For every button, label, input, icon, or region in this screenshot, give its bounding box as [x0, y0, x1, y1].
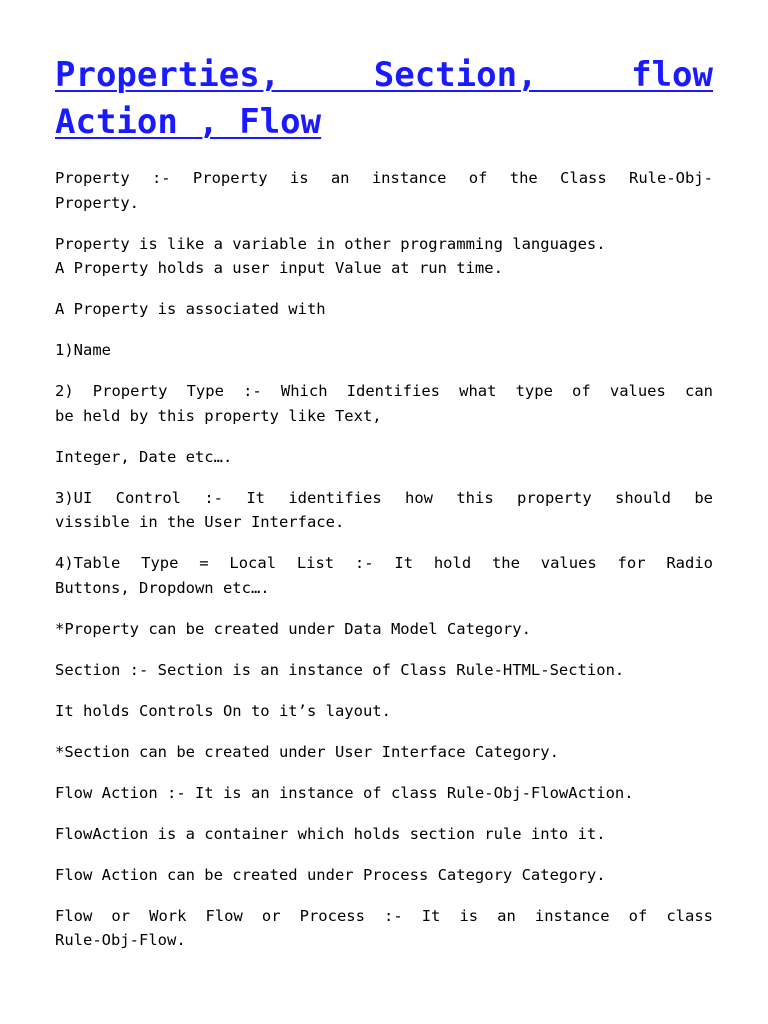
page-title [55, 52, 713, 146]
text-line: Property is like a variable in other programming languages. [55, 234, 606, 253]
text-line: Property :- Property is an instance of the Class Rule-Obj- [55, 169, 713, 187]
paragraph-section-definition [55, 658, 713, 683]
list-item-table-type [55, 551, 713, 600]
page-title-line-1: Properties, Section, flow [55, 55, 713, 95]
text-line: A Property holds a user input Value at run time. [55, 259, 503, 277]
document-body [55, 166, 713, 953]
text-line: *Property can be created under Data Model Category. [55, 619, 531, 638]
text-line: vissible in the User Interface. [55, 513, 345, 531]
paragraph-flow-action-category [55, 863, 713, 888]
text-line: Property. [55, 193, 139, 212]
paragraph-property-category [55, 617, 713, 642]
text-line: Integer, Date etc…. [55, 447, 233, 466]
list-item-ui-control [55, 486, 713, 535]
paragraph-section-holds [55, 699, 713, 724]
text-line: Flow Action :- It is an instance of class Rule-Obj-FlowAction. [55, 783, 634, 802]
text-line: 3)UI Control :- It identifies how this property should be [55, 488, 713, 507]
text-line: *Section can be created under User Interface Category. [55, 742, 559, 761]
paragraph-property-associated [55, 297, 713, 322]
paragraph-flow-definition [55, 904, 713, 953]
list-item-name [55, 338, 713, 363]
text-line: be held by this property like Text, [55, 406, 382, 425]
list-item-property-type [55, 379, 713, 428]
text-line: Rule-Obj-Flow. [55, 931, 186, 949]
text-line: Section :- Section is an instance of Class Rule-HTML-Section. [55, 660, 625, 679]
text-line: 2) Property Type :- Which Identifies what type of values can [55, 382, 713, 400]
text-line: It holds Controls On to it’s layout. [55, 701, 391, 720]
text-line: Buttons, Dropdown etc…. [55, 578, 270, 597]
paragraph-flow-action-definition [55, 781, 713, 806]
paragraph-section-category [55, 740, 713, 765]
text-line: 1)Name [55, 341, 111, 359]
paragraph-flow-action-container [55, 822, 713, 847]
paragraph-property-definition [55, 166, 713, 215]
text-line: FlowAction is a container which holds section rule into it. [55, 824, 606, 843]
text-line: Flow Action can be created under Process Category Category. [55, 865, 606, 884]
paragraph-property-variable [55, 232, 713, 281]
text-line: Flow or Work Flow or Process :- It is an instance of class [55, 906, 713, 925]
text-line: A Property is associated with [55, 300, 326, 318]
text-line: 4)Table Type = Local List :- It hold the values for Radio [55, 554, 713, 572]
document-page [55, 52, 713, 969]
page-title-line-2: Action , Flow [55, 102, 322, 142]
paragraph-integer-date [55, 445, 713, 470]
